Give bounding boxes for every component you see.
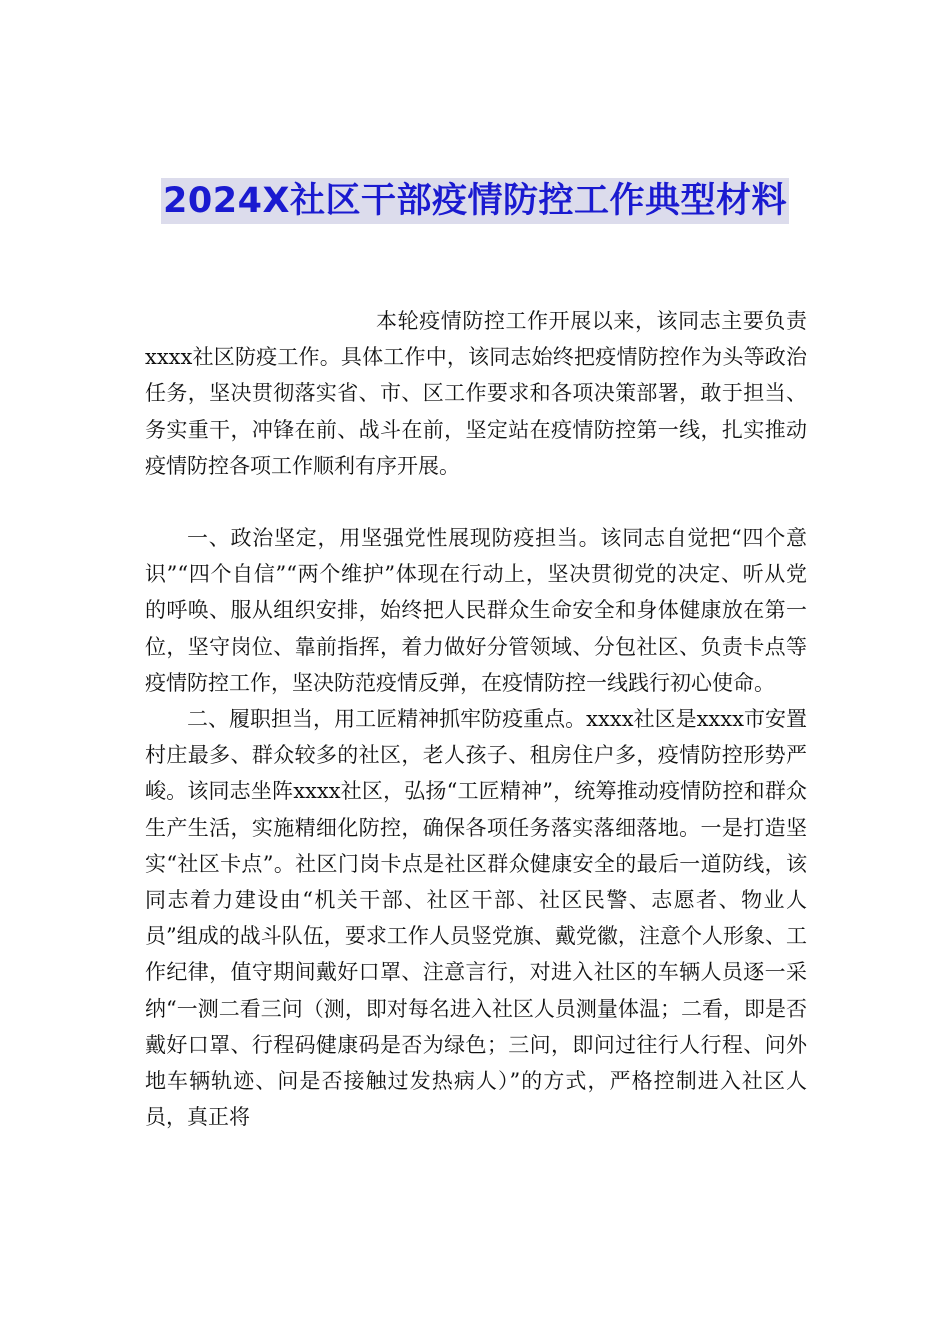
paragraph-intro: 本轮疫情防控工作开展以来，该同志主要负责xxxx社区防疫工作。具体工作中，该同志始终把疫情防控作为头等政治任务，坚决贯彻落实省、市、区工作要求和各项决策部署，敢于担当、务实重干，冲锋在前、战斗在前，坚定站在疫情防控第一线，扎实推动疫情防控各项工作顺利有序开展。 <box>145 309 807 478</box>
document-title: 2024X社区干部疫情防控工作典型材料 <box>161 178 789 224</box>
paragraph-spacer <box>145 484 807 520</box>
title-container <box>0 178 950 224</box>
document-body <box>145 303 807 1135</box>
paragraph-section-1: 一、政治坚定，用坚强党性展现防疫担当。该同志自觉把“四个意识”“四个自信”“两个维护”体现在行动上，坚决贯彻党的决定、听从党的呼唤、服从组织安排，始终把人民群众生命安全和身体健康放在第一位，坚守岗位、靠前指挥，着力做好分管领域、分包社区、负责卡点等疫情防控工作，坚决防范疫情反弹，在疫情防控一线践行初心使命。 <box>145 526 807 695</box>
paragraph-section-2: 二、履职担当，用工匠精神抓牢防疫重点。xxxx社区是xxxx市安置村庄最多、群众较多的社区，老人孩子、租房住户多，疫情防控形势严峻。该同志坐阵xxxx社区，弘扬“工匠精神”，统筹推动疫情防控和群众生产生活，实施精细化防控，确保各项任务落实落细落地。一是打造坚实“社区卡点”。社区门岗卡点是社区群众健康安全的最后一道防线，该同志着力建设由“机关干部、社区干部、社区民警、志愿者、物业人员”组成的战斗队伍，要求工作人员竖党旗、戴党徽，注意个人形象、工作纪律，值守期间戴好口罩、注意言行，对进入社区的车辆人员逐一采纳“一测二看三问（测，即对每名进入社区人员测量体温；二看，即是否戴好口罩、行程码健康码是否为绿色；三问，即问过往行人行程、问外地车辆轨迹、问是否接触过发热病人）”的方式，严格控制进入社区人员，真正将 <box>145 707 807 1130</box>
